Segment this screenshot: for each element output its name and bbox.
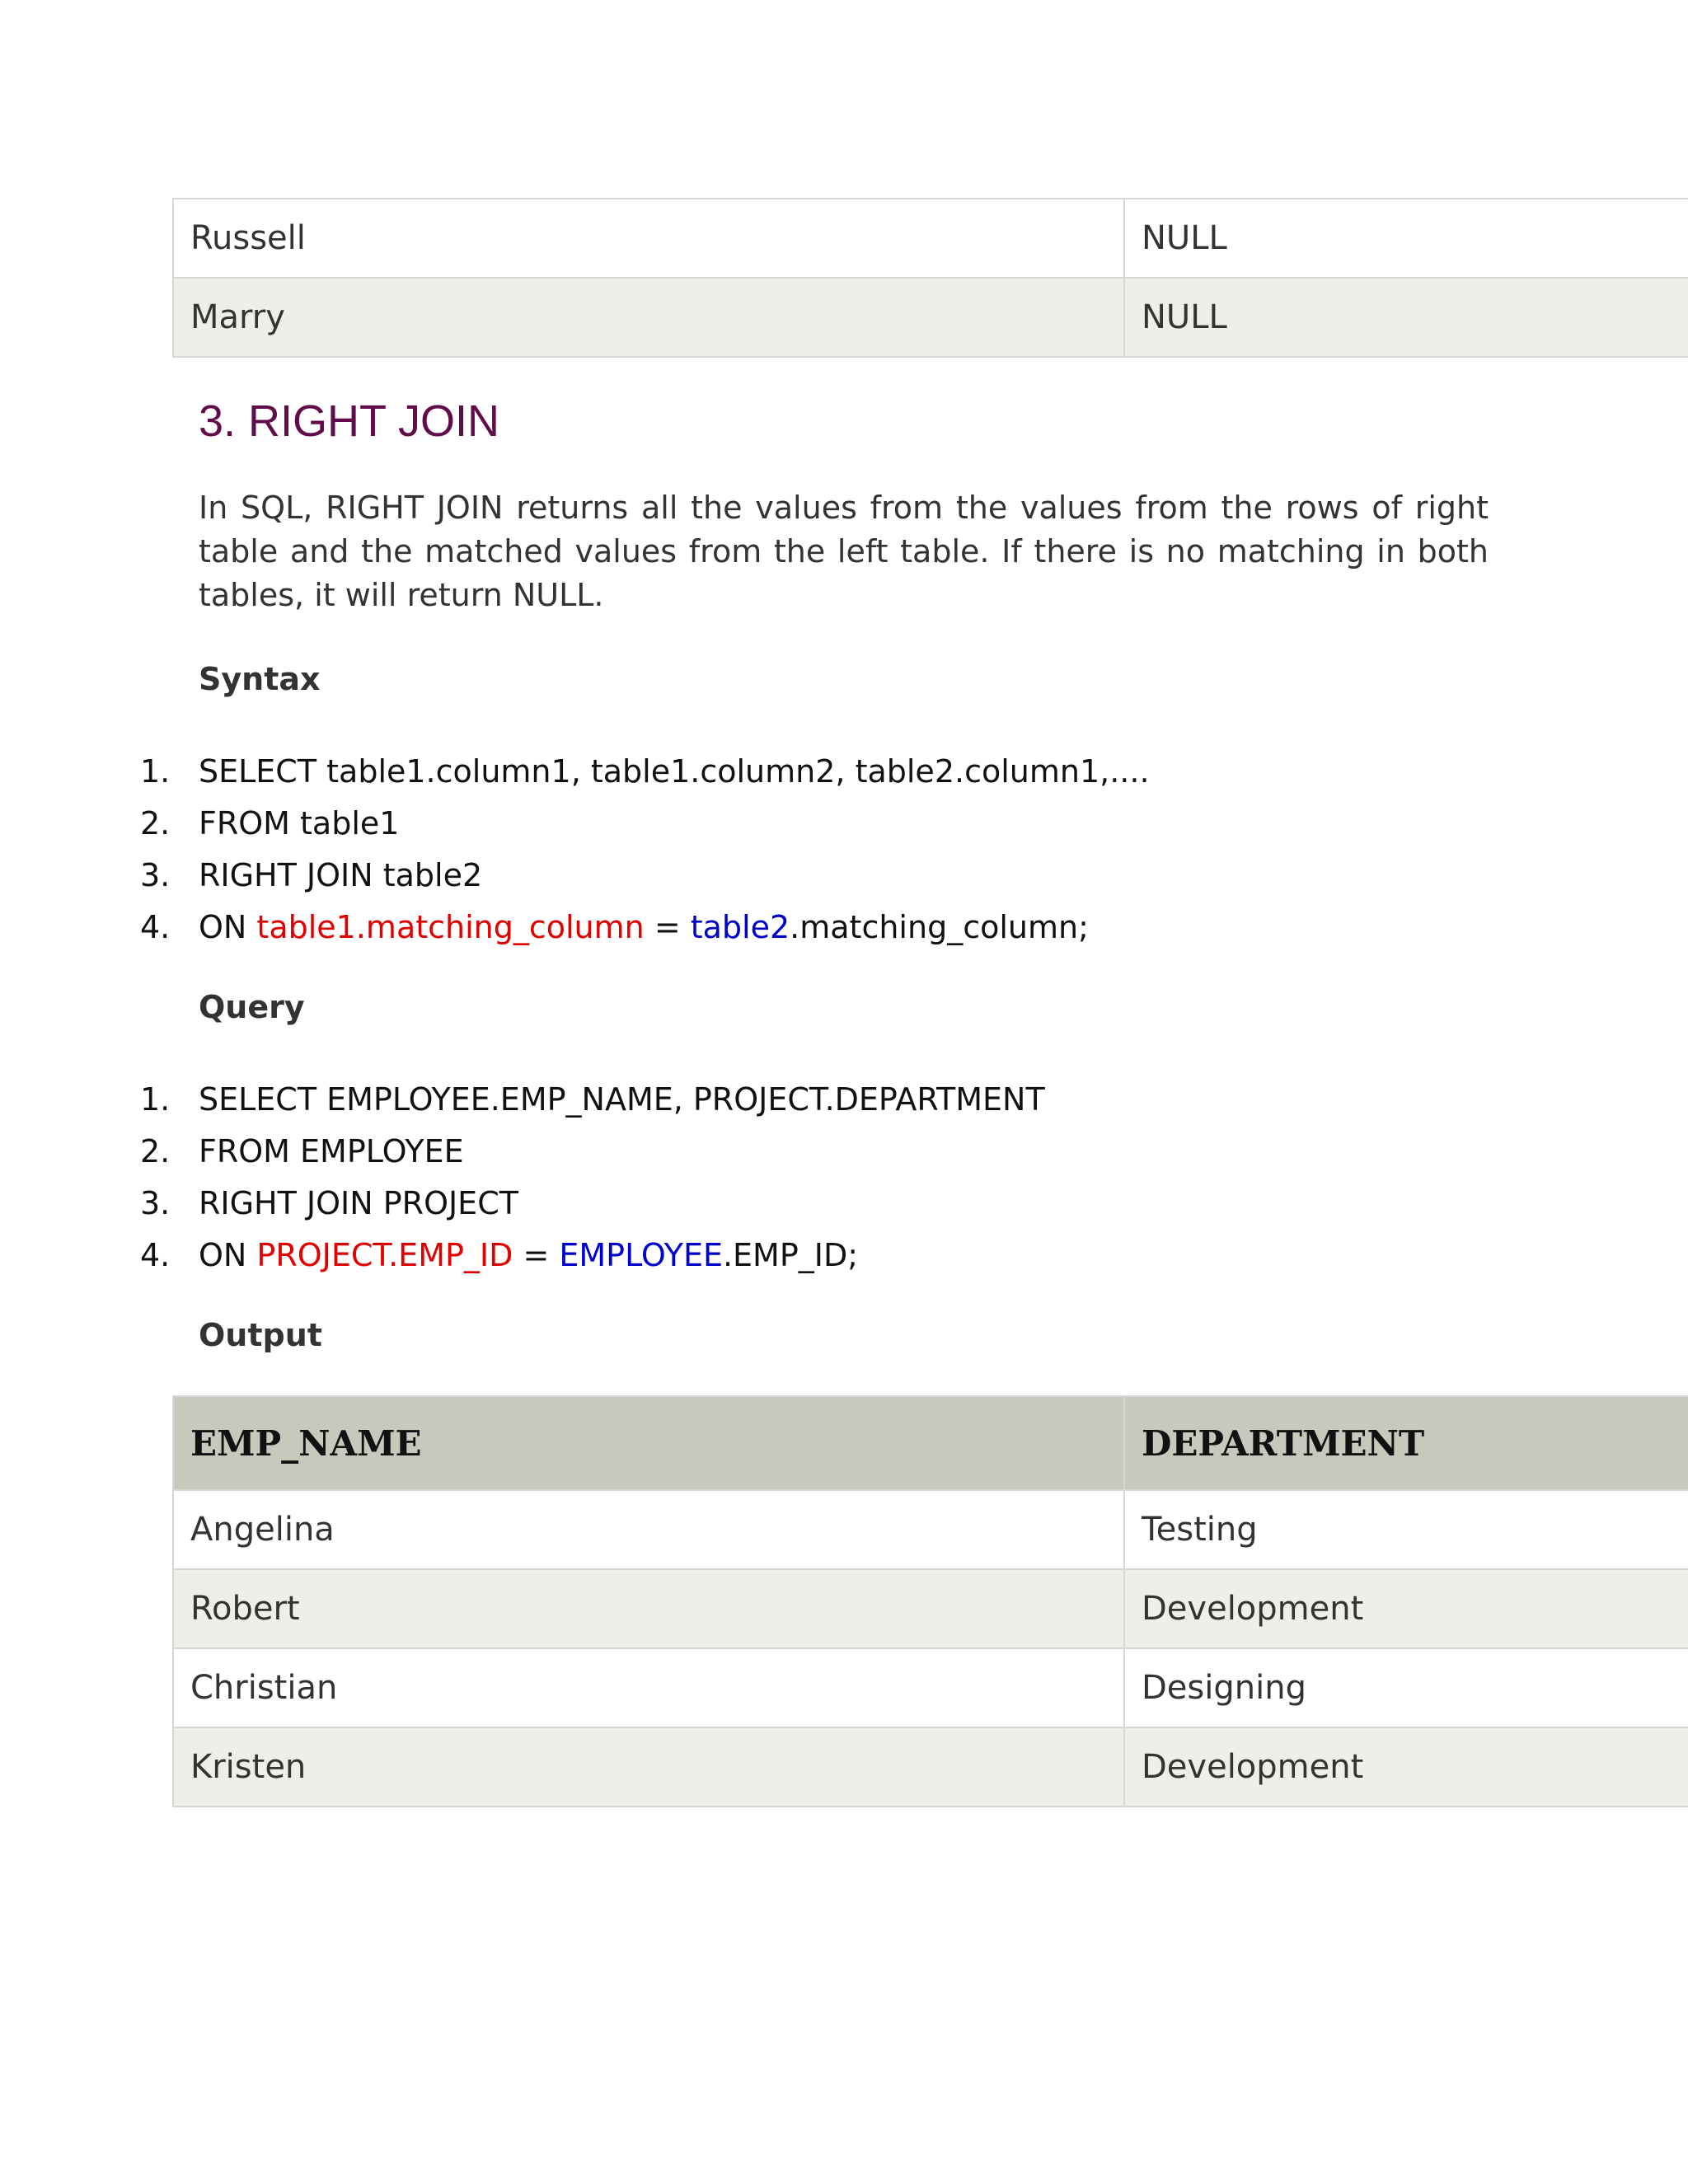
table-cell: Testing	[1124, 1490, 1688, 1569]
code-text: RIGHT JOIN PROJECT	[199, 1185, 518, 1221]
code-text: RIGHT JOIN table2	[199, 857, 483, 893]
code-highlight-blue: EMPLOYEE	[559, 1237, 723, 1273]
table-row	[173, 278, 1688, 357]
section-description: In SQL, RIGHT JOIN returns all the values from the values from the rows of right table and the matched values from the left table. If there is no matching in both tables, it will return NULL.	[199, 490, 1489, 613]
code-line	[140, 850, 1150, 902]
table-cell: Kristen	[173, 1727, 1124, 1807]
code-line	[140, 1126, 1045, 1178]
output-label: Output	[199, 1317, 322, 1353]
table-cell: NULL	[1124, 278, 1688, 357]
syntax-code-list	[140, 746, 1150, 954]
code-text-prefix: ON	[199, 909, 257, 945]
code-line	[140, 902, 1150, 954]
table-cell: Marry	[173, 278, 1124, 357]
code-line	[140, 746, 1150, 798]
code-line	[140, 1230, 1045, 1282]
column-header: EMP_NAME	[173, 1396, 1124, 1490]
query-code-list	[140, 1074, 1045, 1282]
previous-result-table	[172, 198, 1688, 358]
table-row	[173, 1727, 1688, 1807]
table-cell: Development	[1124, 1727, 1688, 1807]
code-text-operator: =	[513, 1237, 560, 1273]
line-number: 4.	[140, 909, 171, 945]
table-row	[173, 1648, 1688, 1727]
code-text: SELECT EMPLOYEE.EMP_NAME, PROJECT.DEPARTMENT	[199, 1081, 1045, 1118]
table-cell: Robert	[173, 1569, 1124, 1648]
column-header: DEPARTMENT	[1124, 1396, 1688, 1490]
table-cell: Christian	[173, 1648, 1124, 1727]
line-number: 3.	[140, 1185, 171, 1221]
table-header-row	[173, 1396, 1688, 1490]
query-label: Query	[199, 989, 305, 1025]
line-number: 3.	[140, 857, 171, 893]
code-text-suffix: .matching_column;	[790, 909, 1089, 945]
section-heading: 3. RIGHT JOIN	[199, 396, 500, 446]
table-row	[173, 1569, 1688, 1648]
line-number: 1.	[140, 1081, 171, 1118]
line-number: 4.	[140, 1237, 171, 1273]
table-cell: Development	[1124, 1569, 1688, 1648]
syntax-label: Syntax	[199, 661, 321, 697]
line-number: 2.	[140, 805, 171, 841]
table-row	[173, 199, 1688, 278]
code-text: FROM table1	[199, 805, 400, 841]
line-number: 2.	[140, 1133, 171, 1169]
code-text-prefix: ON	[199, 1237, 257, 1273]
table-cell: Angelina	[173, 1490, 1124, 1569]
code-line	[140, 1178, 1045, 1230]
line-number: 1.	[140, 753, 171, 790]
table-row	[173, 1490, 1688, 1569]
code-line	[140, 798, 1150, 850]
code-text-operator: =	[644, 909, 691, 945]
code-text: FROM EMPLOYEE	[199, 1133, 464, 1169]
code-highlight-red: PROJECT.EMP_ID	[256, 1237, 513, 1273]
code-text-suffix: .EMP_ID;	[722, 1237, 859, 1273]
table-cell: Designing	[1124, 1648, 1688, 1727]
output-table	[172, 1395, 1688, 1807]
code-text: SELECT table1.column1, table1.column2, table2.column1,....	[199, 753, 1150, 790]
table-cell: Russell	[173, 199, 1124, 278]
code-highlight-blue: table2	[690, 909, 790, 945]
code-line	[140, 1074, 1045, 1126]
code-highlight-red: table1.matching_column	[256, 909, 645, 945]
table-cell: NULL	[1124, 199, 1688, 278]
